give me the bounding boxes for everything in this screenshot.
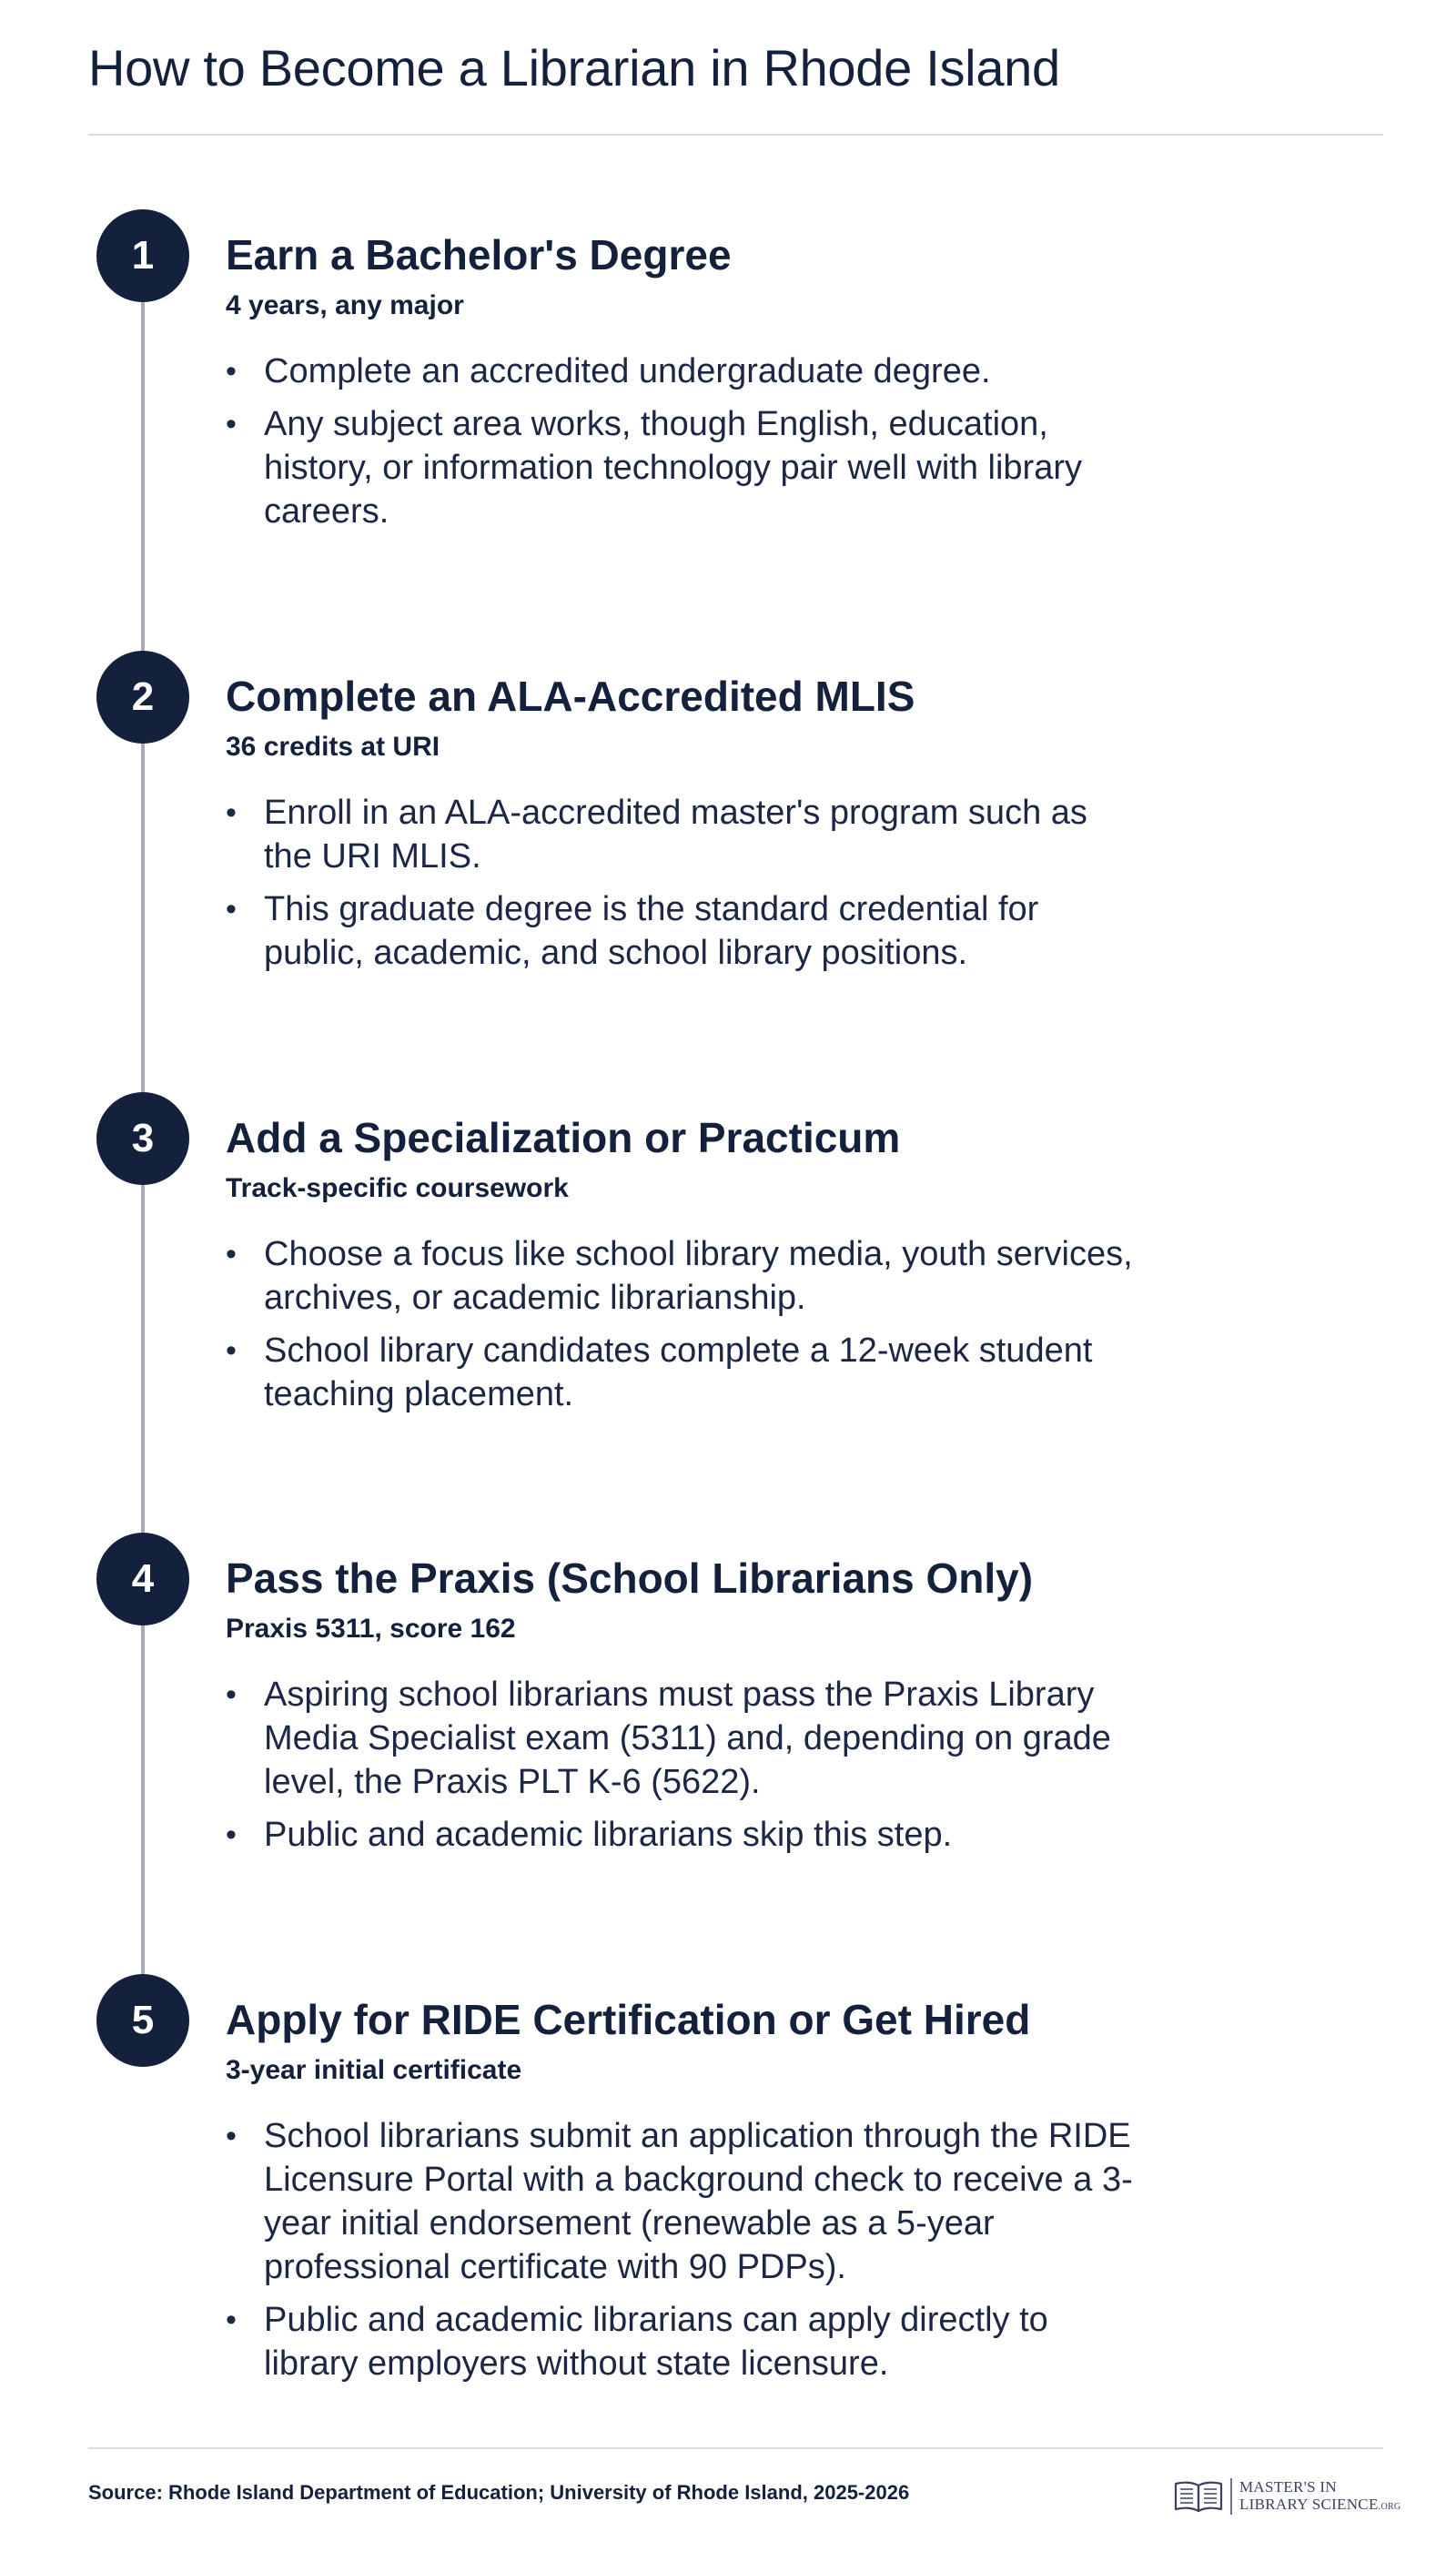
step-subtitle: 36 credits at URI — [226, 731, 440, 762]
brand-line-1: MASTER'S IN — [1239, 2477, 1337, 2496]
step-bullet: • School librarians submit an application through the RIDE Licensure Portal with a background check to receive a 3-year initial endorsement (renewable as a 5-year professional certificate with 90 PDPs). — [226, 2114, 1136, 2289]
step-title: Complete an ALA-Accredited MLIS — [226, 673, 915, 720]
step-content — [226, 673, 1136, 984]
step-bullet-list — [226, 349, 1136, 533]
step-title: Add a Specialization or Practicum — [226, 1114, 901, 1161]
step-bullet: • Choose a focus like school library media, youth services, archives, or academic librarianship. — [226, 1232, 1136, 1320]
step-bullet: • Public and academic librarians can apply directly to library employers without state licensure. — [226, 2298, 1136, 2385]
page-title: How to Become a Librarian in Rhode Island — [88, 39, 1060, 96]
step-content — [226, 1997, 1136, 2395]
step-title: Apply for RIDE Certification or Get Hired — [226, 1996, 1031, 2043]
step-subtitle: 4 years, any major — [226, 289, 464, 320]
step-content — [226, 1555, 1136, 1866]
step-bullet: • Any subject area works, though English, education, history, or information technology pair well with library careers. — [226, 402, 1136, 533]
footer-divider — [88, 2447, 1383, 2449]
step-content — [226, 232, 1136, 542]
step-bullet-list — [226, 791, 1136, 975]
step-subtitle: Praxis 5311, score 162 — [226, 1613, 516, 1644]
step-number-badge: 2 — [96, 651, 189, 744]
step-title: Pass the Praxis (School Librarians Only) — [226, 1554, 1034, 1602]
step-bullet: • Aspiring school librarians must pass the Praxis Library Media Specialist exam (5311) and, depending on grade level, the Praxis PLT K-6 (5622). — [226, 1673, 1136, 1804]
step-number-badge: 5 — [96, 1974, 189, 2067]
brand-logo — [1172, 2474, 1400, 2519]
step-subtitle: 3-year initial certificate — [226, 2054, 522, 2085]
step-bullet: • Complete an accredited undergraduate degree. — [226, 349, 1136, 393]
step-bullet: • This graduate degree is the standard credential for public, academic, and school library positions. — [226, 887, 1136, 975]
brand-tld: .ORG — [1378, 2501, 1401, 2512]
step-subtitle: Track-specific coursework — [226, 1172, 569, 1203]
open-book-icon — [1172, 2478, 1225, 2515]
step-number-badge: 4 — [96, 1533, 189, 1625]
step-bullet: • School library candidates complete a 12-week student teaching placement. — [226, 1329, 1136, 1416]
brand-separator — [1230, 2478, 1232, 2515]
header-divider — [88, 134, 1383, 136]
step-bullet-list — [226, 1673, 1136, 1857]
step-number-badge: 3 — [96, 1092, 189, 1185]
step-content — [226, 1115, 1136, 1425]
step-bullet-list — [226, 2114, 1136, 2385]
step-number-badge: 1 — [96, 209, 189, 302]
step-bullet: • Enroll in an ALA-accredited master's program such as the URI MLIS. — [226, 791, 1136, 878]
brand-line-2 — [1239, 2496, 1400, 2516]
brand-line-2-text: LIBRARY SCIENCE — [1239, 2495, 1379, 2513]
step-bullet-list — [226, 1232, 1136, 1416]
step-title: Earn a Bachelor's Degree — [226, 231, 732, 278]
step-bullet: • Public and academic librarians skip this step. — [226, 1813, 1136, 1857]
brand-wordmark — [1239, 2478, 1400, 2516]
source-citation: Source: Rhode Island Department of Education; University of Rhode Island, 2025-2026 — [88, 2481, 910, 2504]
